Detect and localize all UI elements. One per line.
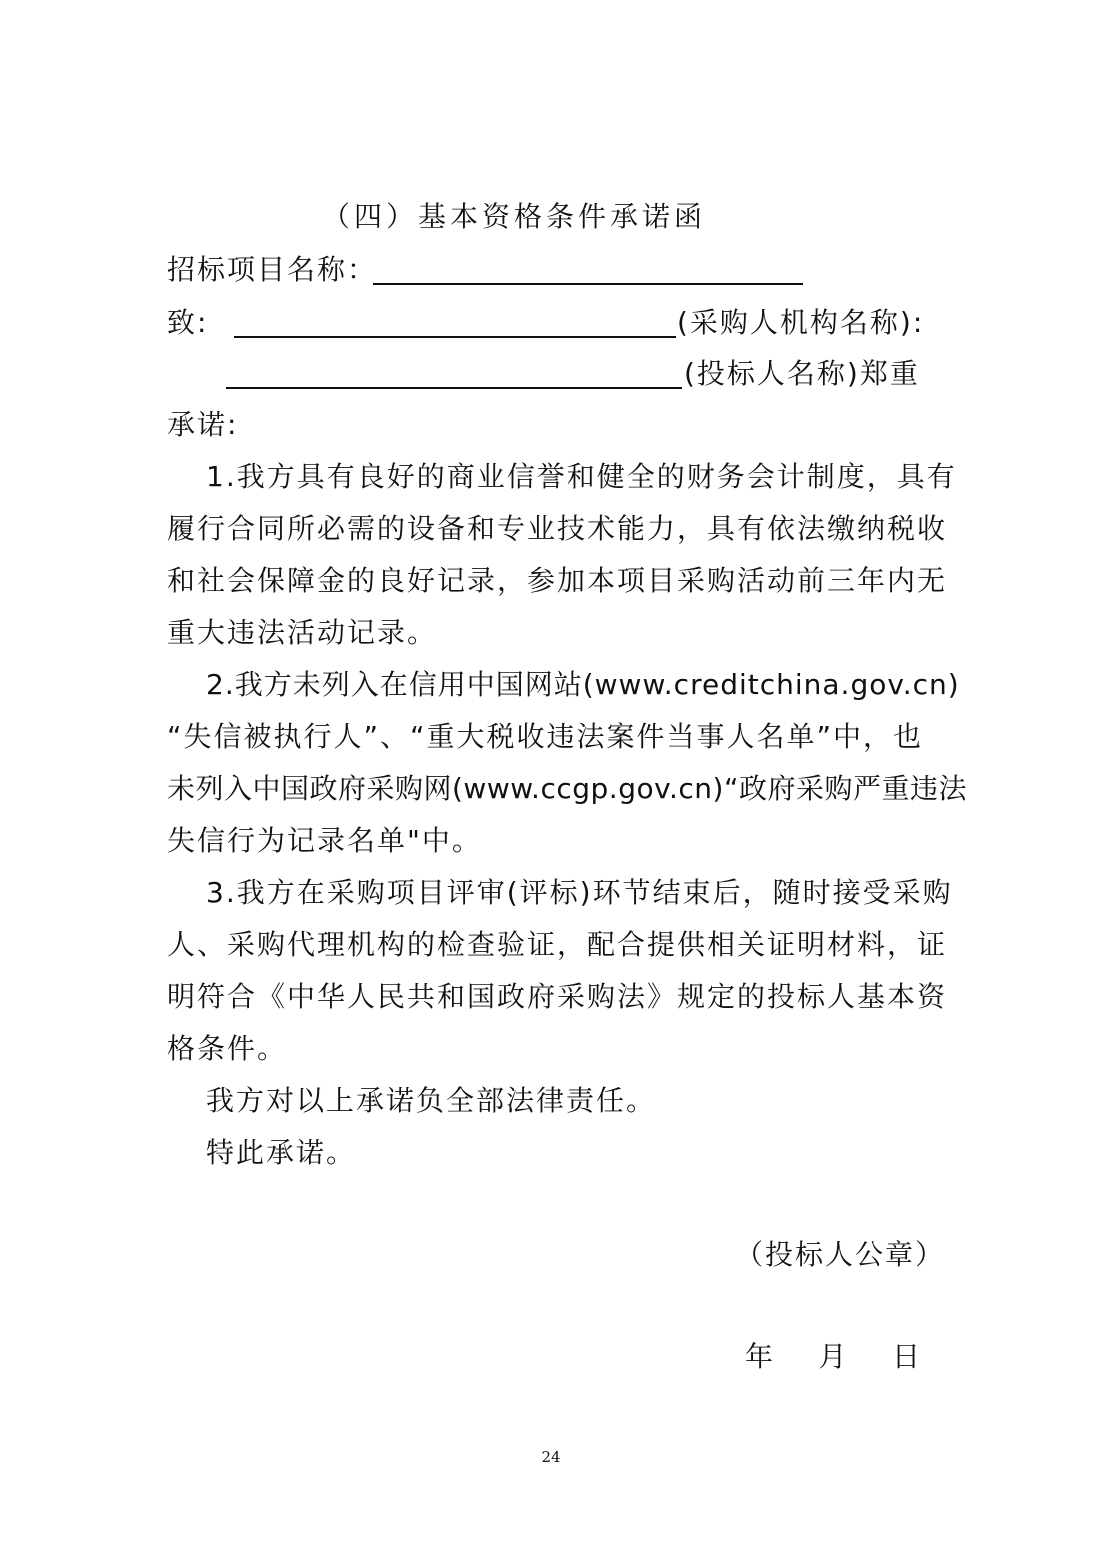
date-day: 日: [891, 1340, 920, 1373]
bidder-seal: （投标人公章）: [735, 1238, 946, 1271]
date-year: 年: [745, 1340, 774, 1373]
item3-line: 明符合《中华人民共和国政府采购法》规定的投标人基本资: [167, 980, 948, 1013]
project-name-field[interactable]: [373, 283, 803, 285]
bidder-name-field[interactable]: [226, 387, 682, 389]
date-month: 月: [818, 1340, 847, 1373]
item2-line: 失信行为记录名单"中。: [167, 824, 482, 857]
commit-label: 承诺:: [167, 408, 239, 441]
item3-line: 3.我方在采购项目评审(评标)环节结束后，随时接受采购: [206, 876, 953, 909]
page-number: 24: [541, 1448, 561, 1466]
to-label: 致:: [167, 306, 209, 339]
signature-date: [745, 1337, 920, 1377]
purchaser-hint: (采购人机构名称):: [677, 306, 925, 339]
item1-line: 1.我方具有良好的商业信誉和健全的财务会计制度，具有: [206, 460, 957, 493]
liability-statement: 我方对以上承诺负全部法律责任。: [206, 1084, 657, 1117]
hereby-statement: 特此承诺。: [206, 1136, 357, 1169]
item3-line: 人、采购代理机构的检查验证，配合提供相关证明材料，证: [167, 928, 948, 961]
project-name-label: 招标项目名称：: [167, 253, 378, 286]
item3-line: 格条件。: [167, 1032, 288, 1065]
item2-line: 未列入中国政府采购网(www.ccgp.gov.cn)“政府采购严重违法: [167, 772, 967, 805]
item2-line: “失信被执行人”、“重大税收违法案件当事人名单”中，也: [167, 720, 924, 753]
item1-line: 和社会保障金的良好记录，参加本项目采购活动前三年内无: [167, 564, 948, 597]
bidder-hint: (投标人名称)郑重: [684, 357, 920, 390]
item1-line: 重大违法活动记录。: [167, 616, 438, 649]
page-title: （四）基本资格条件承诺函: [322, 200, 707, 233]
purchaser-name-field[interactable]: [234, 336, 676, 338]
item1-line: 履行合同所必需的设备和专业技术能力，具有依法缴纳税收: [167, 512, 948, 545]
item2-line: 2.我方未列入在信用中国网站(www.creditchina.gov.cn): [206, 668, 960, 701]
